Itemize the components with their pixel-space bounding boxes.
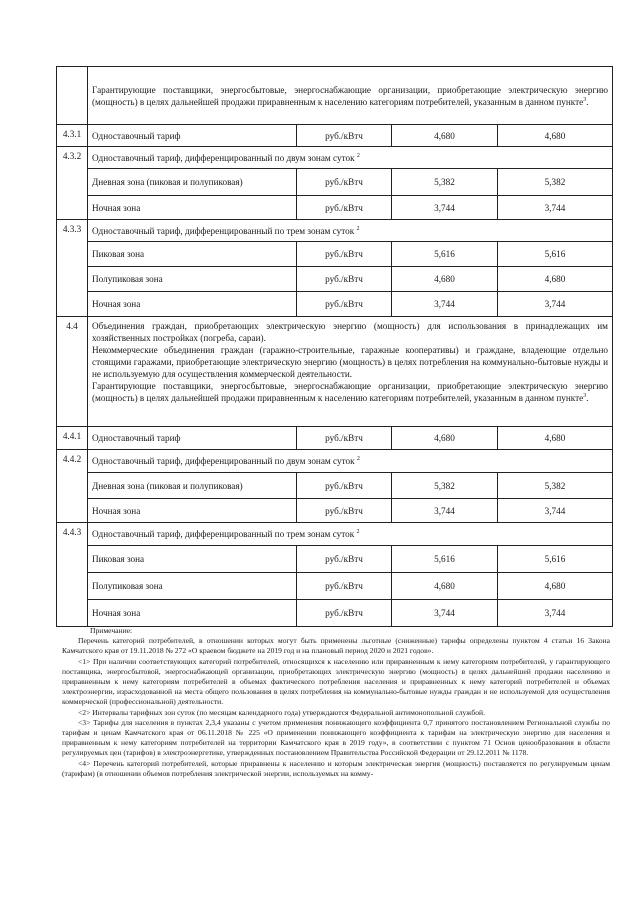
notes-section bbox=[62, 626, 610, 779]
section-description bbox=[88, 317, 613, 427]
value-cell: 4,680 bbox=[392, 573, 498, 600]
table-row bbox=[57, 292, 613, 317]
table-row bbox=[57, 546, 613, 573]
row-number: 4.3.3 bbox=[57, 220, 88, 317]
value-cell: 5,616 bbox=[392, 242, 498, 267]
row-number: 4.4.3 bbox=[57, 523, 88, 627]
table-row bbox=[57, 220, 613, 242]
value-cell: 3,744 bbox=[498, 196, 613, 220]
table-row bbox=[57, 125, 613, 147]
table-row bbox=[57, 147, 613, 169]
description-paragraph: Гарантирующие поставщики, энергосбытовые, энергоснабжающие организации, приобретающие электрическую энергию (мощность) в целях дальнейшей продажи приравненным к населению категориям потребителей, указанным в данном пункте$^3$. bbox=[92, 381, 608, 403]
value-cell: 5,616 bbox=[498, 546, 613, 573]
tariff-table bbox=[56, 66, 613, 627]
note-paragraph: Перечень категорий потребителей, в отношении которых могут быть применены льготные (сниженные) тарифы определены пунктом 4 статьи 16 Закона Камчатского края от 19.11.2018 № 272 «О краевом бюджете на 2019 год и на плановый период 2020 и 2021 годов». bbox=[62, 636, 610, 656]
value-cell: 4,680 bbox=[392, 267, 498, 292]
zone-name: Пиковая зона bbox=[88, 242, 297, 267]
table-row bbox=[57, 427, 613, 450]
unit-cell: руб./кВтч bbox=[297, 546, 392, 573]
table-row bbox=[57, 499, 613, 523]
zone-name: Ночная зона bbox=[88, 499, 297, 523]
table-row bbox=[57, 267, 613, 292]
row-number: 4.3.2 bbox=[57, 147, 88, 220]
unit-cell: руб./кВтч bbox=[297, 292, 392, 317]
table-row bbox=[57, 196, 613, 220]
table-row bbox=[57, 573, 613, 600]
unit-cell: руб./кВтч bbox=[297, 600, 392, 627]
value-cell: 3,744 bbox=[392, 292, 498, 317]
value-cell: 3,744 bbox=[498, 600, 613, 627]
zone-name: Пиковая зона bbox=[88, 546, 297, 573]
value-cell: 4,680 bbox=[392, 125, 498, 147]
value-cell: 3,744 bbox=[498, 292, 613, 317]
zone-name: Ночная зона bbox=[88, 196, 297, 220]
subsection-title: Одноставочный тариф, дифференцированный по трем зонам суток $^2$ bbox=[88, 220, 613, 242]
value-cell: 3,744 bbox=[392, 499, 498, 523]
value-cell: 4,680 bbox=[498, 573, 613, 600]
value-cell: 4,680 bbox=[498, 267, 613, 292]
value-cell: 3,744 bbox=[392, 196, 498, 220]
value-cell: 5,382 bbox=[498, 169, 613, 196]
notes-heading: Примечание: bbox=[90, 626, 133, 635]
unit-cell: руб./кВтч bbox=[297, 242, 392, 267]
note-paragraph: <4> Перечень категорий потребителей, которые приравнены к населению и которым электрическая энергия (мощность) поставляется по регулируемым ценам (тарифам) (в отношении объемов потребления электрической энергии, используемых на комму- bbox=[62, 758, 610, 778]
zone-name: Полупиковая зона bbox=[88, 267, 297, 292]
value-cell: 3,744 bbox=[392, 600, 498, 627]
table-row bbox=[57, 450, 613, 473]
zone-name: Дневная зона (пиковая и полупиковая) bbox=[88, 169, 297, 196]
value-cell: 5,382 bbox=[392, 473, 498, 499]
table-row bbox=[57, 317, 613, 427]
unit-cell: руб./кВтч bbox=[297, 573, 392, 600]
value-cell: 4,680 bbox=[498, 125, 613, 147]
tariff-name: Одноставочный тариф bbox=[88, 125, 297, 147]
value-cell: 5,382 bbox=[392, 169, 498, 196]
note-paragraph: <3> Тарифы для населения в пунктах 2,3,4 указаны с учетом применения понижающего коэффициента 0,7 принятого постановлением Региональной службы по тарифам и ценам Камчатского края от 06.11.2018 № 225 «О применении понижающего коэффициента к тарифам на электрическую энергию для населения и приравненным к нему категориям потребителей на территории Камчатского края в 2019 году», в соответствии с пунктом 71 Основ ценообразования в области регулируемых цен (тарифов) в электроэнергетике, утвержденных постановлением Правительства Российской Федерации от 29.12.2011 № 1178. bbox=[62, 717, 610, 758]
row-number bbox=[57, 67, 88, 125]
value-cell: 5,616 bbox=[392, 546, 498, 573]
note-paragraph: <2> Интервалы тарифных зон суток (по месяцам календарного года) утверждаются Федеральной антимонопольной службой. bbox=[78, 707, 485, 717]
unit-cell: руб./кВтч bbox=[297, 499, 392, 523]
unit-cell: руб./кВтч bbox=[297, 267, 392, 292]
table-row bbox=[57, 473, 613, 499]
section-description: Гарантирующие поставщики, энергосбытовые, энергоснабжающие организации, приобретающие электрическую энергию (мощность) в целях дальнейшей продажи приравненным к населению категориям потребителей, указанным в данном пункте$^3$. bbox=[88, 67, 613, 125]
table-row bbox=[57, 600, 613, 627]
value-cell: 5,382 bbox=[498, 473, 613, 499]
subsection-title: Одноставочный тариф, дифференцированный по двум зонам суток $^2$ bbox=[88, 147, 613, 169]
table-row bbox=[57, 169, 613, 196]
zone-name: Ночная зона bbox=[88, 600, 297, 627]
value-cell: 4,680 bbox=[392, 427, 498, 450]
value-cell: 3,744 bbox=[498, 499, 613, 523]
row-number: 4.4.2 bbox=[57, 450, 88, 523]
subsection-title: Одноставочный тариф, дифференцированный по трем зонам суток $^2$ bbox=[88, 523, 613, 546]
zone-name: Ночная зона bbox=[88, 292, 297, 317]
zone-name: Полупиковая зона bbox=[88, 573, 297, 600]
zone-name: Дневная зона (пиковая и полупиковая) bbox=[88, 473, 297, 499]
unit-cell: руб./кВтч bbox=[297, 169, 392, 196]
value-cell: 4,680 bbox=[498, 427, 613, 450]
unit-cell: руб./кВтч bbox=[297, 196, 392, 220]
description-paragraph: Объединения граждан, приобретающих электрическую энергию (мощность) для использования в принадлежащих им хозяйственных постройках (погреба, сараи). bbox=[92, 321, 608, 343]
note-paragraph: <1> При наличии соответствующих категорий потребителей, относящихся к населению или приравненным к нему категориям потребителей, у гарантирующего поставщика, энергосбытовой, энергоснабжающей организации, приобретающих электрическую энергию (мощность) в целях дальнейшей продажи населению и приравненным к нему категориям потребителей в объемах фактического потребления населения и приравненных к нему категорий потребителей и объемах электроэнергии, израсходованной на места общего пользования в целях потребления на коммунально-бытовые нужды граждан и не используемой для осуществления коммерческой (профессиональной) деятельности. bbox=[62, 656, 610, 707]
row-number: 4.3.1 bbox=[57, 125, 88, 147]
unit-cell: руб./кВтч bbox=[297, 473, 392, 499]
value-cell: 5,616 bbox=[498, 242, 613, 267]
tariff-name: Одноставочный тариф bbox=[88, 427, 297, 450]
table-row bbox=[57, 242, 613, 267]
row-number: 4.4.1 bbox=[57, 427, 88, 450]
unit-cell: руб./кВтч bbox=[297, 125, 392, 147]
subsection-title: Одноставочный тариф, дифференцированный по двум зонам суток $^2$ bbox=[88, 450, 613, 473]
table-row bbox=[57, 67, 613, 125]
unit-cell: руб./кВтч bbox=[297, 427, 392, 450]
row-number: 4.4 bbox=[57, 317, 88, 427]
description-paragraph: Некоммерческие объединения граждан (гаражно-строительные, гаражные кооперативы) и граждане, владеющие отдельно стоящими гаражами, приобретающие электрическую энергию (мощность) в целях потребления на коммунально-бытовые нужды и не используемую для осуществления коммерческой деятельности. bbox=[92, 345, 608, 379]
table-row bbox=[57, 523, 613, 546]
